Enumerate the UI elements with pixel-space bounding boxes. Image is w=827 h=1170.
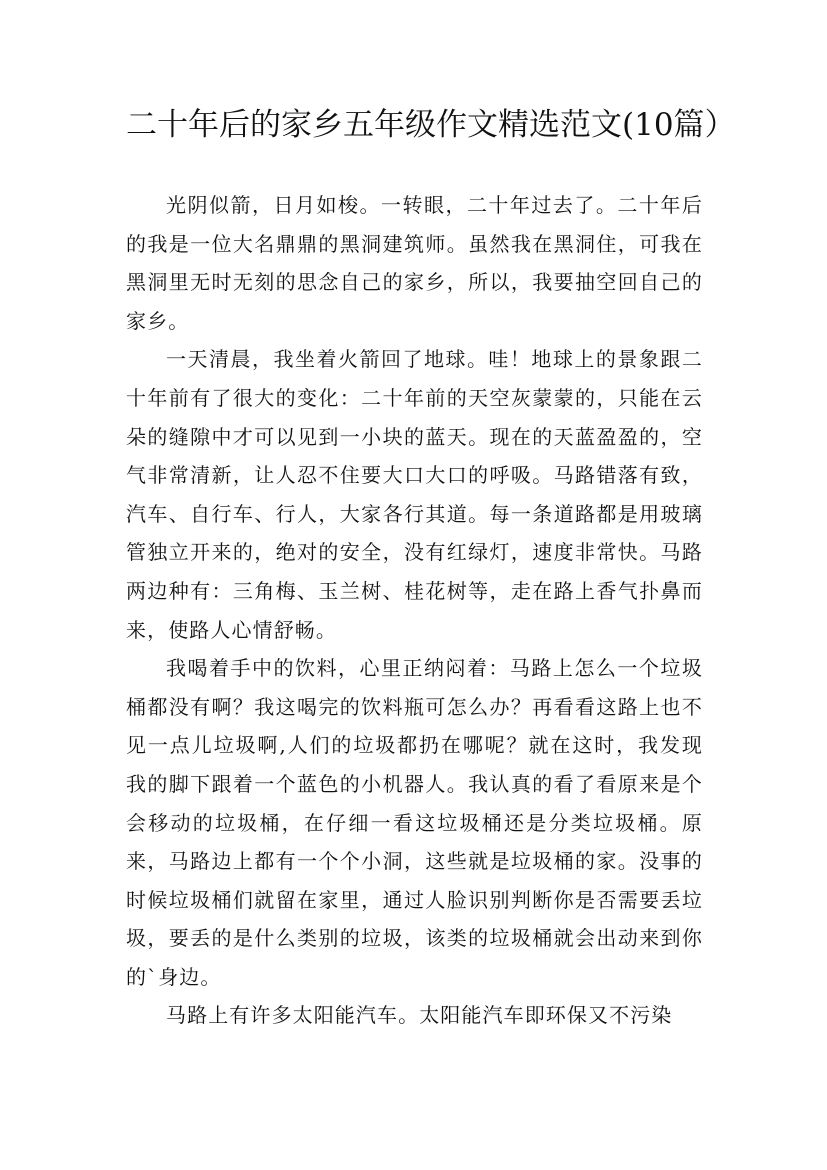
paragraph-1: 光阴似箭，日月如梭。一转眼，二十年过去了。二十年后的我是一位大名鼎鼎的黑洞建筑师。虽然我在黑洞住，可我在黑洞里无时无刻的思念自己的家乡，所以，我要抽空回自己的家乡。 — [126, 193, 703, 333]
document-title: 二十年后的家乡五年级作文精选范文(10篇） — [126, 107, 736, 143]
paragraph-3: 我喝着手中的饮料，心里正纳闷着：马路上怎么一个垃圾桶都没有啊？我这喝完的饮料瓶可怎么办？再看看这路上也不见一点儿垃圾啊,人们的垃圾都扔在哪呢？就在这时，我发现我的脚下跟着一个蓝色的小机器人。我认真的看了看原来是个会移动的垃圾桶，在仔细一看这垃圾桶还是分类垃圾桶。原来，马路边上都有一个个小洞，这些就是垃圾桶的家。没事的时候垃圾桶们就留在家里，通过人脸识别判断你是否需要丢垃圾，要丢的是什么类别的垃圾，该类的垃圾桶就会出动来到你的`身边。 — [126, 656, 703, 989]
paragraph-2: 一天清晨，我坐着火箭回了地球。哇！地球上的景象跟二十年前有了很大的变化：二十年前的天空灰蒙蒙的，只能在云朵的缝隙中才可以见到一小块的蓝天。现在的天蓝盈盈的，空气非常清新，让人忍不住要大口大口的呼吸。马路错落有致，汽车、自行车、行人，大家各行其道。每一条道路都是用玻璃管独立开来的，绝对的安全，没有红绿灯，速度非常快。马路两边种有：三角梅、玉兰树、桂花树等，走在路上香气扑鼻而来，使路人心情舒畅。 — [126, 347, 703, 642]
document-body — [126, 186, 703, 1035]
paragraph-4: 马路上有许多太阳能汽车。太阳能汽车即环保又不污染 — [166, 1003, 673, 1028]
